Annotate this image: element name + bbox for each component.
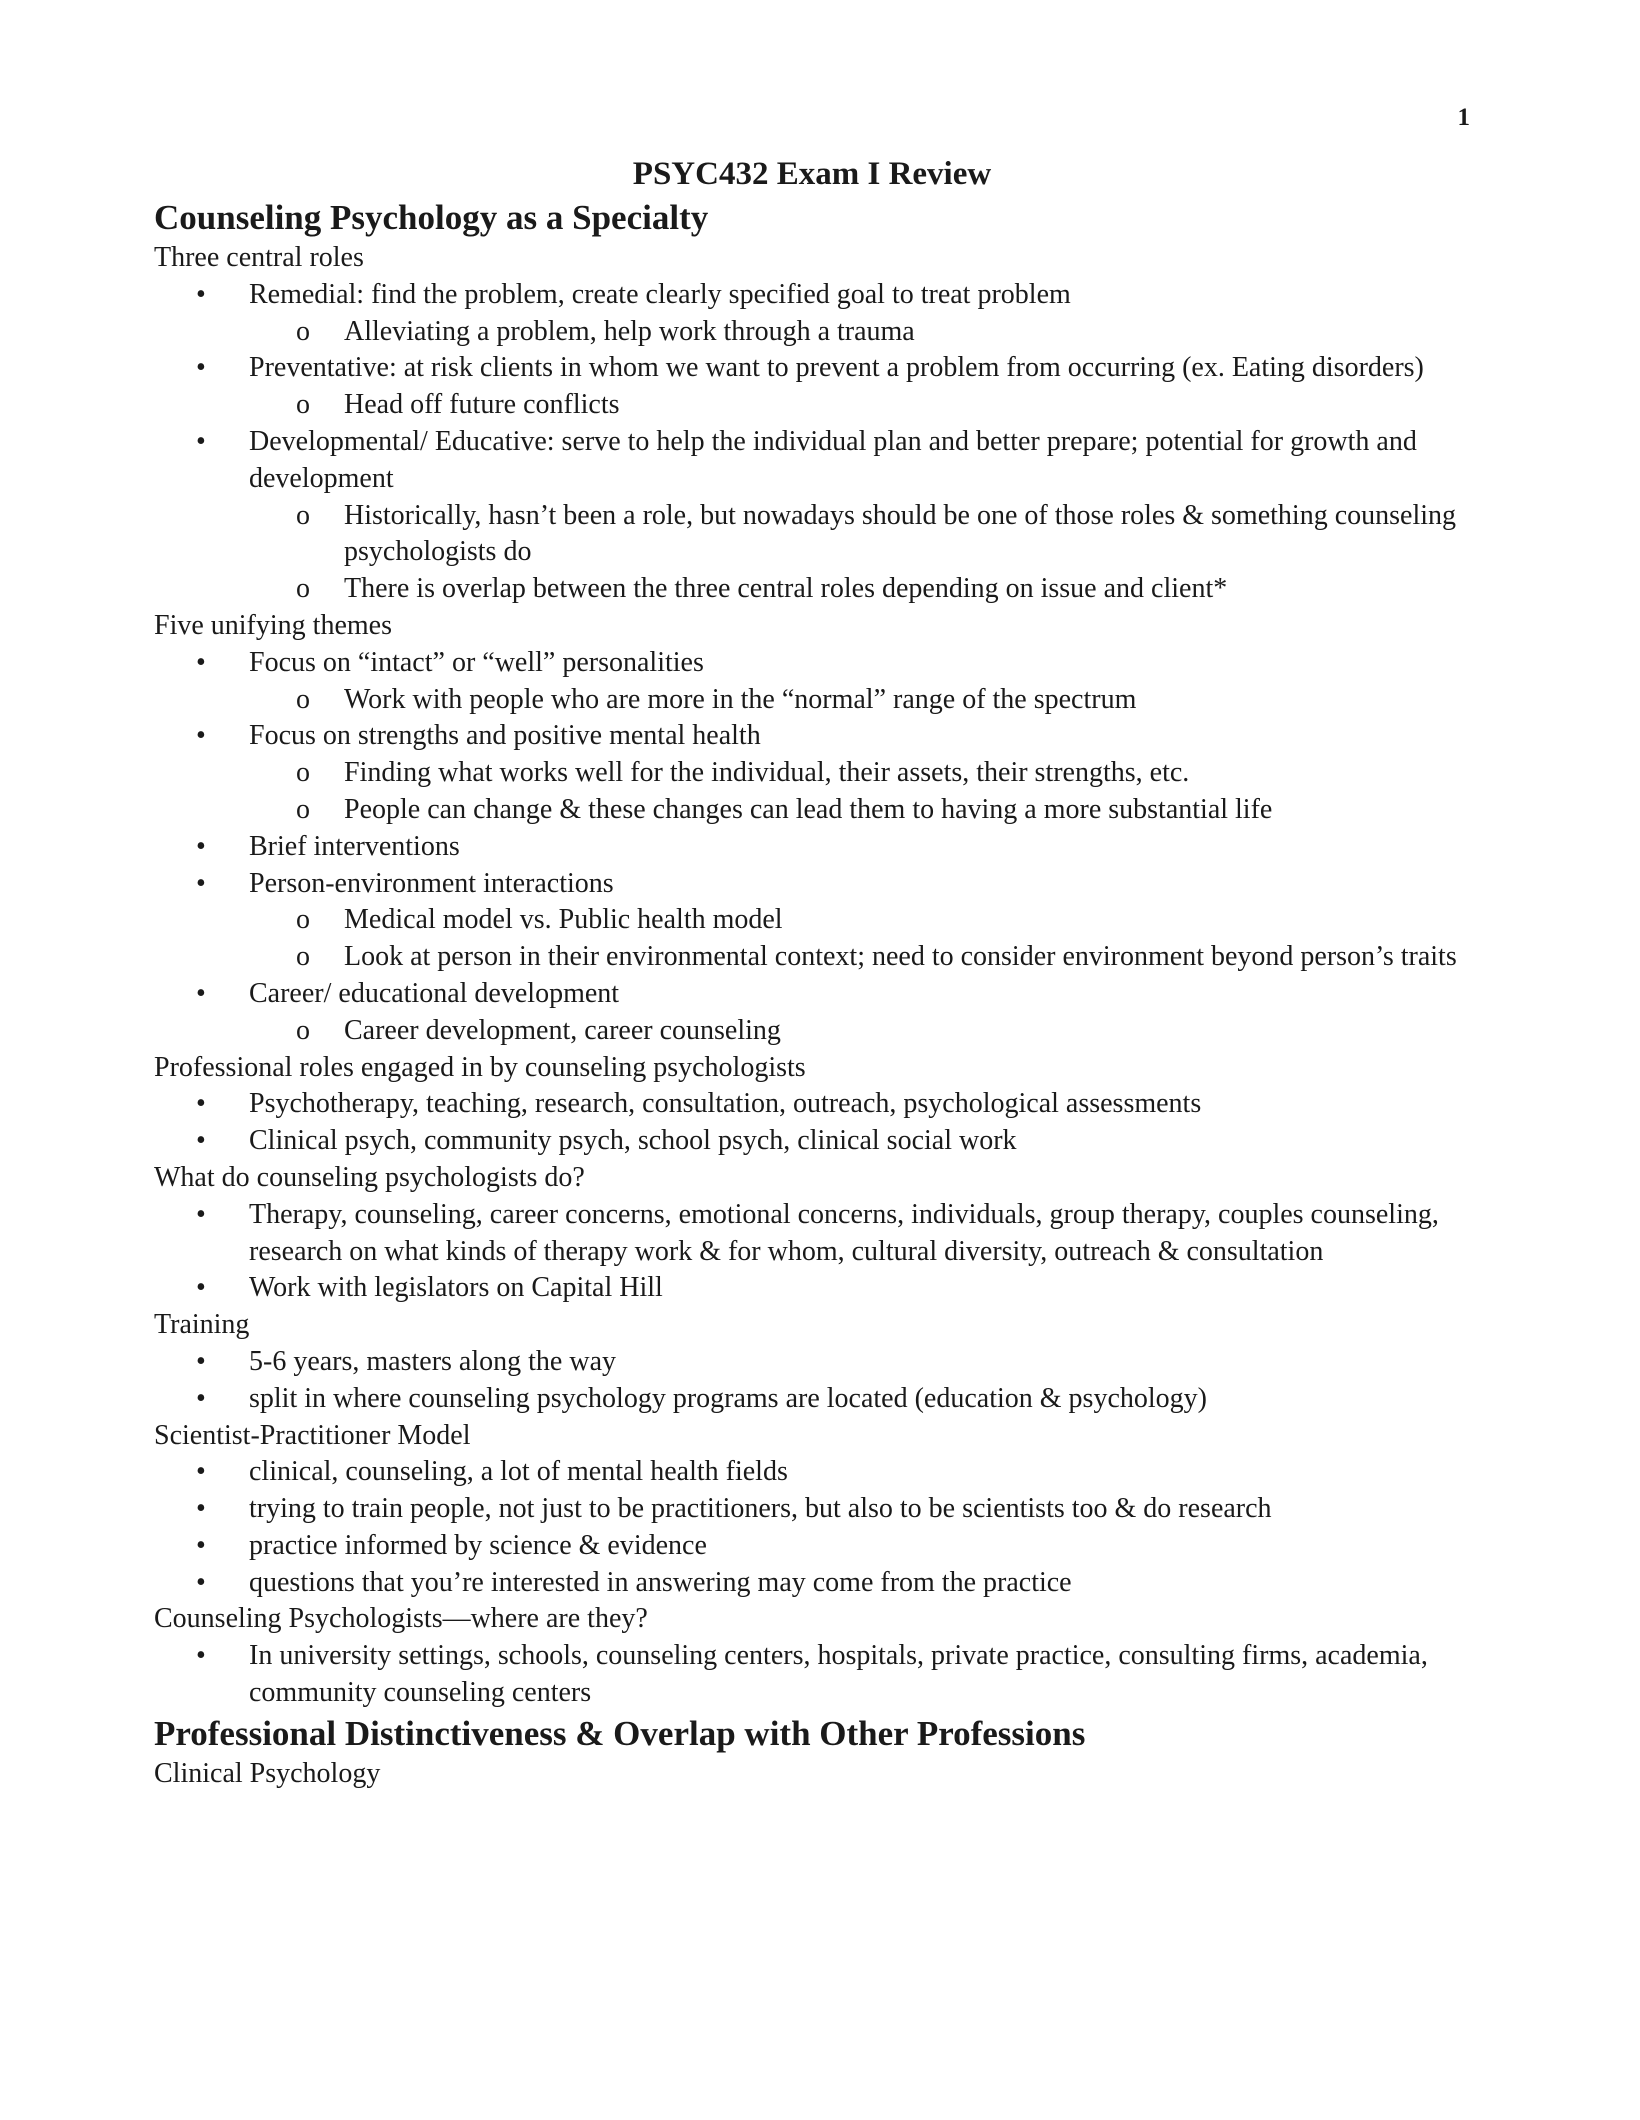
sub-bullet-list (249, 1013, 1470, 1050)
bullet-item (154, 645, 1470, 719)
bullet-list (154, 1086, 1470, 1160)
bullet-item (154, 1381, 1470, 1418)
sub-bullet-item: o People can change & these changes can lead them to having a more substantial life (249, 792, 1470, 829)
bullet-item (154, 350, 1470, 424)
bullet-item (154, 1123, 1470, 1160)
sections (154, 196, 1470, 1793)
topic-heading: Three central roles (154, 242, 364, 273)
bullet-item (154, 718, 1470, 828)
bullet-list (154, 1454, 1470, 1601)
topic-heading: Clinical Psychology (154, 1757, 381, 1789)
sub-bullet-item: o Head off future conflicts (249, 387, 1470, 424)
bullet-item (154, 1638, 1470, 1712)
section-heading: Professional Distinctiveness & Overlap with Other Professions (154, 1713, 1086, 1753)
section-heading: Counseling Psychology as a Specialty (154, 198, 709, 237)
bullet-item (154, 976, 1470, 1050)
document-title: PSYC432 Exam I Review (632, 156, 992, 192)
sub-bullet-list (249, 755, 1470, 829)
bullet-text: In university settings, schools, counseling centers, hospitals, private practice, consulting firms, academia, community counseling centers (249, 1640, 1428, 1709)
bullet-item (154, 424, 1470, 608)
bullet-item (154, 1197, 1470, 1271)
sub-bullet-item: o Finding what works well for the individual, their assets, their strengths, etc. (249, 755, 1470, 792)
bullet-item (154, 1528, 1470, 1565)
bullet-item (154, 1491, 1470, 1528)
bullet-item (154, 866, 1470, 976)
sub-bullet-list (249, 387, 1470, 424)
page-number: 1 (1457, 104, 1470, 131)
sub-bullet-item: o Alleviating a problem, help work through a trauma (249, 314, 1470, 351)
bullet-item (154, 1454, 1470, 1491)
bullet-list (154, 1638, 1470, 1712)
bullet-text: trying to train people, not just to be practitioners, but also to be scientists too & do research (249, 1493, 1272, 1525)
sub-bullet-item: o Look at person in their environmental context; need to consider environment beyond person’s traits (249, 939, 1470, 976)
sub-bullet-item: o Career development, career counseling (249, 1013, 1470, 1050)
bullet-text: split in where counseling psychology programs are located (education & psychology) (249, 1382, 1207, 1414)
bullet-item (154, 1270, 1470, 1307)
bullet-text: Preventative: at risk clients in whom we want to prevent a problem from occurring (ex. Eating disorders) (249, 352, 1424, 384)
bullet-list (154, 277, 1470, 608)
bullet-text: clinical, counseling, a lot of mental health fields (249, 1456, 788, 1488)
topic-heading: Training (154, 1309, 250, 1341)
sub-bullet-item: o There is overlap between the three central roles depending on issue and client* (249, 571, 1470, 608)
bullet-text: Brief interventions (249, 830, 460, 862)
bullet-text: Clinical psych, community psych, school psych, clinical social work (249, 1125, 1017, 1157)
bullet-text: Focus on “intact” or “well” personalities (249, 646, 704, 678)
topic-heading: What do counseling psychologists do? (154, 1161, 585, 1193)
sub-bullet-item: o Work with people who are more in the “normal” range of the spectrum (249, 682, 1470, 719)
topic-heading: Professional roles engaged in by counseling psychologists (154, 1051, 806, 1083)
bullet-item (154, 277, 1470, 351)
topic-heading: Scientist-Practitioner Model (154, 1419, 471, 1451)
bullet-text: 5-6 years, masters along the way (249, 1345, 616, 1377)
sub-bullet-list (249, 498, 1470, 608)
sub-bullet-item: o Medical model vs. Public health model (249, 902, 1470, 939)
bullet-list (154, 1197, 1470, 1307)
bullet-item (154, 1086, 1470, 1123)
document-body (154, 152, 1470, 1793)
sub-bullet-list (249, 314, 1470, 351)
bullet-text: Therapy, counseling, career concerns, emotional concerns, individuals, group therapy, couples counseling, research on what kinds of therapy work & for whom, cultural diversity, outreach & consultation (249, 1198, 1439, 1267)
bullet-item (154, 829, 1470, 866)
sub-bullet-list (249, 682, 1470, 719)
bullet-text: Work with legislators on Capital Hill (249, 1272, 663, 1304)
sub-bullet-list (249, 902, 1470, 976)
bullet-text: practice informed by science & evidence (249, 1529, 707, 1561)
bullet-text: Focus on strengths and positive mental health (249, 720, 761, 752)
sub-bullet-item: o Historically, hasn’t been a role, but nowadays should be one of those roles & something counseling psychologists do (249, 498, 1470, 572)
topic-heading: Five unifying themes (154, 609, 392, 641)
bullet-item (154, 1565, 1470, 1602)
bullet-text: Career/ educational development (249, 977, 620, 1009)
bullet-text: Remedial: find the problem, create clearly specified goal to treat problem (249, 278, 1071, 310)
bullet-list (154, 645, 1470, 1050)
topic-heading: Counseling Psychologists—where are they? (154, 1603, 648, 1635)
bullet-text: questions that you’re interested in answering may come from the practice (249, 1566, 1072, 1598)
bullet-text: Developmental/ Educative: serve to help the individual plan and better prepare; potential for growth and development (249, 425, 1417, 494)
bullet-list (154, 1344, 1470, 1418)
bullet-item (154, 1344, 1470, 1381)
bullet-text: Person-environment interactions (249, 867, 614, 899)
bullet-text: Psychotherapy, teaching, research, consultation, outreach, psychological assessments (249, 1088, 1202, 1120)
